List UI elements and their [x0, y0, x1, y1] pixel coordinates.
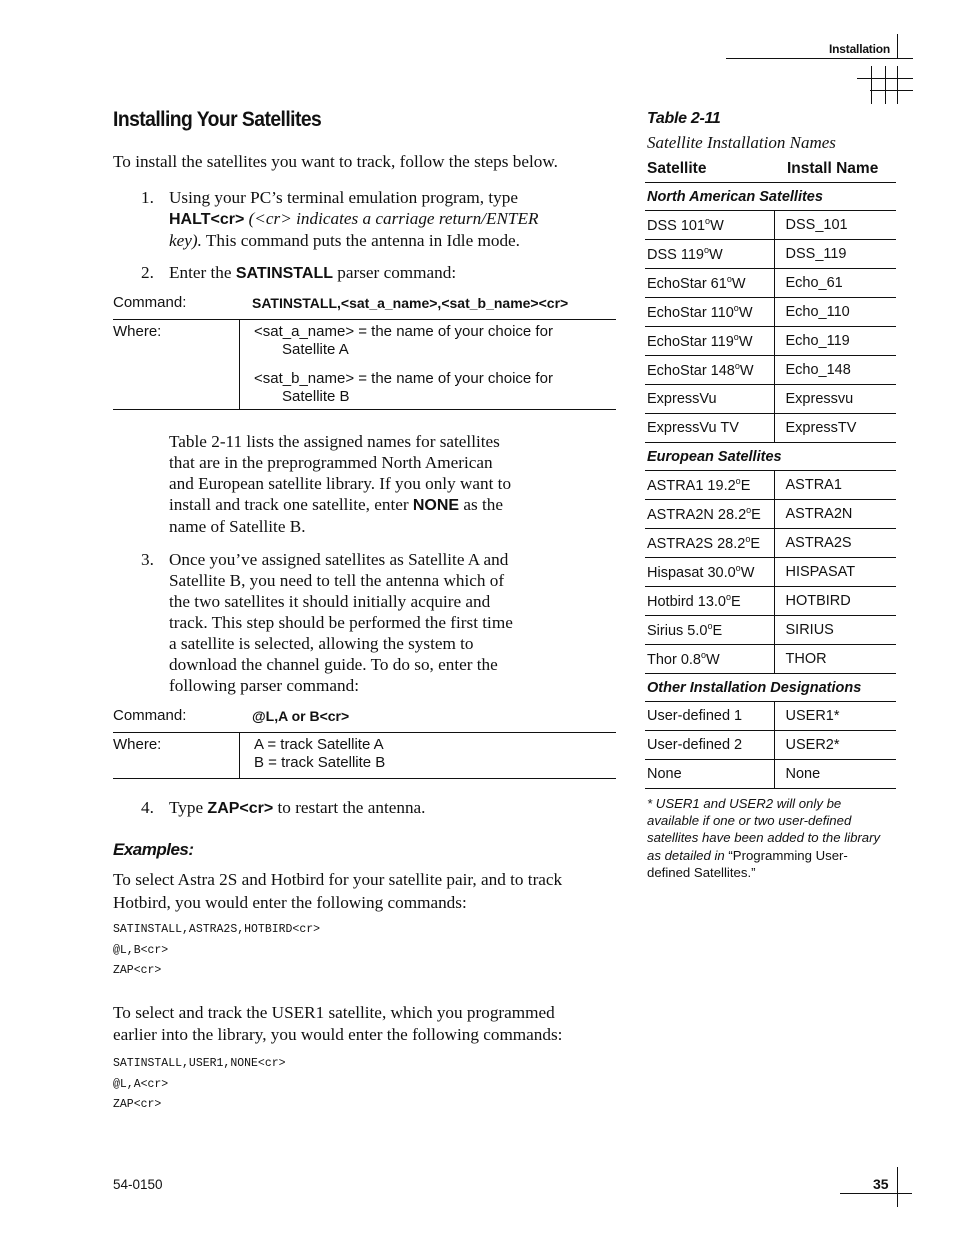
table-title: Table 2-11: [647, 110, 721, 127]
install-name-cell: DSS_119: [774, 240, 896, 269]
degree-symbol: o: [726, 592, 732, 602]
install-name-cell: ASTRA2N: [774, 500, 896, 529]
install-name-cell: Echo_148: [774, 356, 896, 385]
divider: [113, 409, 616, 410]
zap-command: ZAP<cr>: [207, 800, 274, 817]
where-label: Where:: [113, 323, 162, 340]
degree-symbol: o: [735, 563, 741, 573]
table-section-row: [645, 183, 896, 211]
halt-command: HALT<cr>: [169, 211, 245, 228]
install-name-cell: Echo_61: [774, 269, 896, 298]
satellite-cell: Hotbird 13.0$^o$E: [645, 587, 774, 616]
command-label: Command:: [113, 294, 187, 311]
table-row: [645, 298, 896, 327]
step-1-text: Using your PC’s terminal emulation program, type HALT<cr> (<cr> indicates a carriage return/ENTER key). This command puts the antenna in Idle mode.: [169, 188, 539, 250]
degree-symbol: o: [726, 274, 732, 284]
satellite-cell: DSS 101$^o$W: [645, 211, 774, 240]
satellite-cell: DSS 119$^o$W: [645, 240, 774, 269]
table-body: [645, 183, 896, 789]
table-subtitle: Satellite Installation Names: [647, 133, 836, 152]
install-name-cell: Echo_119: [774, 327, 896, 356]
crop-mark: [870, 90, 913, 91]
examples-heading: Examples:: [113, 840, 194, 859]
example-2-code: SATINSTALL,USER1,NONE<cr> @L,A<cr> ZAP<cr>: [113, 1057, 286, 1111]
install-name-cell: ExpressTV: [774, 414, 896, 443]
satellite-cell: Hispasat 30.0$^o$W: [645, 558, 774, 587]
column-header: Install Name: [774, 157, 896, 183]
table-row: [645, 356, 896, 385]
install-name-cell: None: [774, 760, 896, 789]
table-row: [645, 731, 896, 760]
table-row: [645, 327, 896, 356]
page-title: Installing Your Satellites: [113, 108, 322, 131]
table-reference-paragraph: Table 2-11 lists the assigned names for satellites that are in the preprogrammed North American and European satellite library. If you only want to install and track one satellite, enter NONE as the name of Satellite B.: [169, 432, 512, 536]
divider: [113, 319, 616, 320]
degree-symbol: o: [735, 476, 741, 486]
satellite-cell: EchoStar 119$^o$W: [645, 327, 774, 356]
step-2-text: Enter the SATINSTALL parser command:: [169, 263, 457, 282]
table-row: [645, 702, 896, 731]
crop-mark: [871, 66, 872, 104]
satellite-cell: ASTRA2N 28.2$^o$E: [645, 500, 774, 529]
table-row: [645, 587, 896, 616]
section-heading: Other Installation Designations: [645, 674, 896, 702]
table-header-row: [645, 157, 896, 183]
crop-mark: [897, 34, 898, 58]
example-1-code: SATINSTALL,ASTRA2S,HOTBIRD<cr> @L,B<cr> ZAP<cr>: [113, 923, 321, 977]
step-number: 2.: [141, 263, 154, 282]
table-row: [645, 385, 896, 414]
crop-mark: [857, 78, 913, 79]
command-value: SATINSTALL,<sat_a_name>,<sat_b_name><cr>: [252, 295, 569, 311]
satellite-cell: EchoStar 148$^o$W: [645, 356, 774, 385]
table-row: [645, 529, 896, 558]
satellite-table: [645, 157, 896, 789]
satellite-cell: User-defined 2: [645, 731, 774, 760]
section-heading: European Satellites: [645, 443, 896, 471]
table-row: [645, 558, 896, 587]
table-row: [645, 471, 896, 500]
install-name-cell: USER2*: [774, 731, 896, 760]
step-number: 4.: [141, 798, 154, 817]
crop-mark: [897, 1167, 898, 1207]
satellite-cell: ASTRA1 19.2$^o$E: [645, 471, 774, 500]
running-header: Installation: [829, 42, 890, 56]
page-number: 35: [873, 1176, 889, 1192]
satellite-cell: ASTRA2S 28.2$^o$E: [645, 529, 774, 558]
command-value: @L,A or B<cr>: [252, 708, 350, 724]
example-2-text: To select and track the USER1 satellite, which you programmed earlier into the library, you would enter the following commands:: [113, 1003, 563, 1044]
degree-symbol: o: [707, 621, 713, 631]
degree-symbol: o: [733, 303, 739, 313]
install-name-cell: Expressvu: [774, 385, 896, 414]
example-1-text: To select Astra 2S and Hotbird for your satellite pair, and to track Hotbird, you would enter the following commands:: [113, 870, 563, 912]
table-row: [645, 414, 896, 443]
degree-symbol: o: [745, 534, 751, 544]
where-sat-a: <sat_a_name> = the name of your choice for Satellite A: [254, 323, 553, 358]
satellite-cell: EchoStar 61$^o$W: [645, 269, 774, 298]
table-row: [645, 240, 896, 269]
satellite-cell: User-defined 1: [645, 702, 774, 731]
degree-symbol: o: [746, 505, 752, 515]
install-name-cell: Echo_110: [774, 298, 896, 327]
step-number: 3.: [141, 550, 154, 569]
command-label: Command:: [113, 707, 187, 724]
table-row: [645, 616, 896, 645]
install-name-cell: ASTRA1: [774, 471, 896, 500]
degree-symbol: o: [703, 245, 709, 255]
crop-mark: [897, 66, 898, 104]
degree-symbol: o: [705, 216, 711, 226]
crop-mark: [885, 66, 886, 104]
table-row: [645, 211, 896, 240]
where-options: A = track Satellite A B = track Satellite B: [254, 736, 386, 771]
where-sat-b: <sat_b_name> = the name of your choice for Satellite B: [254, 370, 553, 405]
degree-symbol: o: [734, 361, 740, 371]
install-name-cell: HISPASAT: [774, 558, 896, 587]
install-name-cell: USER1*: [774, 702, 896, 731]
crop-mark: [840, 1193, 912, 1194]
table-section-row: [645, 674, 896, 702]
divider: [239, 319, 240, 409]
divider: [113, 778, 616, 779]
table-row: [645, 269, 896, 298]
crop-mark: [726, 58, 913, 59]
table-row: [645, 500, 896, 529]
install-name-cell: SIRIUS: [774, 616, 896, 645]
degree-symbol: o: [701, 650, 707, 660]
step-3-text: Once you’ve assigned satellites as Satellite A and Satellite B, you need to tell the antenna which of the two satellites it should initially acquire and track. This step should be performed the first time a satellite is selected, allowing the system to download the channel guide. To do so, enter the following parser command:: [169, 550, 513, 695]
table-section-row: [645, 443, 896, 471]
section-heading: North American Satellites: [645, 183, 896, 211]
column-header: Satellite: [645, 157, 774, 183]
where-label: Where:: [113, 736, 162, 753]
table-row: [645, 645, 896, 674]
none-keyword: NONE: [412, 497, 460, 514]
satellite-cell: Sirius 5.0$^o$E: [645, 616, 774, 645]
step-number: 1.: [141, 188, 154, 207]
satellite-cell: Thor 0.8$^o$W: [645, 645, 774, 674]
install-name-cell: THOR: [774, 645, 896, 674]
step-4-text: Type ZAP<cr> to restart the antenna.: [169, 798, 426, 817]
install-name-cell: DSS_101: [774, 211, 896, 240]
satellite-cell: ExpressVu: [645, 385, 774, 414]
satellite-cell: None: [645, 760, 774, 789]
satellite-cell: EchoStar 110$^o$W: [645, 298, 774, 327]
table-footnote: * USER1 and USER2 will only be available if one or two user-defined satellites have been added to the library as detailed in “Programming User-defined Satellites.”: [647, 796, 881, 880]
intro-paragraph: To install the satellites you want to track, follow the steps below.: [113, 152, 558, 171]
install-name-cell: HOTBIRD: [774, 587, 896, 616]
document-number: 54-0150: [113, 1177, 163, 1192]
divider: [113, 732, 616, 733]
divider: [239, 732, 240, 778]
table-row: [645, 760, 896, 789]
satellite-cell: ExpressVu TV: [645, 414, 774, 443]
satinstall-keyword: SATINSTALL: [235, 265, 333, 282]
degree-symbol: o: [733, 332, 739, 342]
install-name-cell: ASTRA2S: [774, 529, 896, 558]
